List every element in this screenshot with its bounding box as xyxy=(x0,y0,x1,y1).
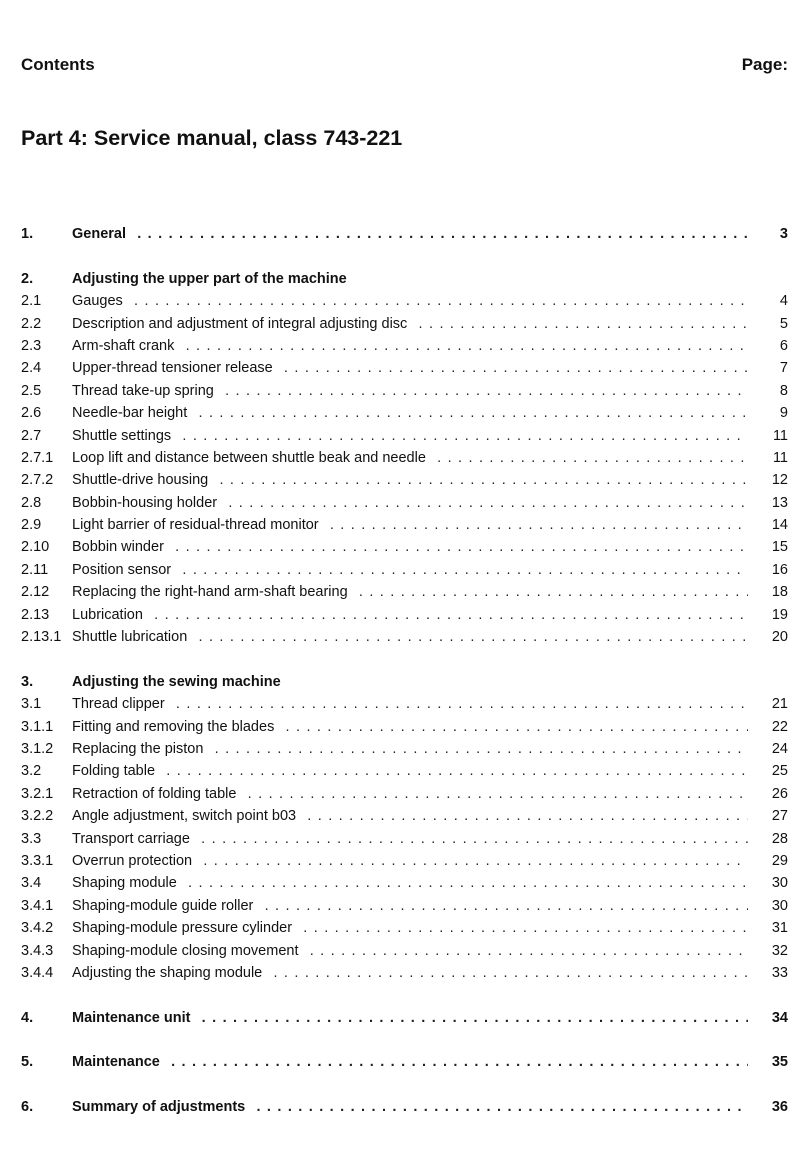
toc-entry[interactable] xyxy=(21,1007,788,1029)
toc-entry-number: 4. xyxy=(21,1009,34,1026)
toc-entry-page: 36 xyxy=(771,1099,788,1116)
toc-entry-title-line xyxy=(72,693,748,715)
toc-entry-page: 29 xyxy=(771,852,788,869)
toc-entry-title-line xyxy=(72,357,748,379)
page-title: Part 4: Service manual, class 743-221 xyxy=(21,126,403,150)
toc-entry-title: Summary of adjustments xyxy=(72,1099,251,1115)
toc-entry-number: 3.4.2 xyxy=(21,920,54,937)
toc-entry-title-line xyxy=(72,380,748,402)
toc-entry-number: 3.2 xyxy=(21,763,42,780)
toc-entry-number: 5. xyxy=(21,1054,34,1071)
toc-entry-title-line xyxy=(72,581,748,603)
toc-entry-title-line xyxy=(72,425,748,447)
toc-entry-page: 13 xyxy=(771,494,788,511)
toc-entry-page: 31 xyxy=(771,920,788,937)
toc-entry-title: Replacing the right-hand arm-shaft bearing xyxy=(72,584,354,600)
toc-entry[interactable] xyxy=(21,447,788,469)
toc-entry-title-line xyxy=(72,671,748,693)
toc-entry-number: 2.10 xyxy=(21,539,50,556)
toc-entry-title-line xyxy=(72,313,748,335)
toc-entry-title-line xyxy=(72,940,748,962)
toc-entry[interactable] xyxy=(21,805,788,827)
toc-entry-title: Light barrier of residual-thread monitor xyxy=(72,517,325,533)
toc-entry-title: Transport carriage xyxy=(72,831,196,847)
toc-entry-page: 7 xyxy=(779,360,788,377)
toc-entry-number: 6. xyxy=(21,1099,34,1116)
toc-entry-page: 30 xyxy=(771,875,788,892)
toc-entry-title-line xyxy=(72,1051,748,1073)
toc-entry-number: 2.3 xyxy=(21,337,42,354)
toc-entry-title: Adjusting the shaping module xyxy=(72,965,268,981)
toc-entry-page: 26 xyxy=(771,785,788,802)
toc-entry-title: Loop lift and distance between shuttle beak and needle xyxy=(72,450,432,466)
toc-entry[interactable] xyxy=(21,940,788,962)
toc-entry-page: 21 xyxy=(771,696,788,713)
toc-entry-title: Description and adjustment of integral adjusting disc xyxy=(72,316,413,332)
toc-entry-page: 30 xyxy=(771,897,788,914)
toc-entry-page: 27 xyxy=(771,808,788,825)
toc-entry-page: 16 xyxy=(771,561,788,578)
toc-entry-title-line xyxy=(72,559,748,581)
toc-entry-number: 2.11 xyxy=(21,561,49,578)
toc-entry-title-line xyxy=(72,760,748,782)
toc-entry[interactable] xyxy=(21,268,788,290)
table-of-contents xyxy=(21,223,788,1119)
toc-entry-title-line xyxy=(72,805,748,827)
toc-entry[interactable] xyxy=(21,917,788,939)
toc-entry[interactable] xyxy=(21,828,788,850)
toc-entry-number: 3.4.1 xyxy=(21,897,54,914)
toc-entry-number: 2.4 xyxy=(21,360,42,377)
toc-entry-title-line xyxy=(72,917,748,939)
toc-entry-title: Thread clipper xyxy=(72,696,171,712)
toc-entry-number: 3.3 xyxy=(21,830,42,847)
toc-entry-title-line xyxy=(72,626,748,648)
toc-entry[interactable] xyxy=(21,738,788,760)
toc-entry-page: 8 xyxy=(779,382,788,399)
toc-entry-page: 19 xyxy=(771,606,788,623)
toc-entry-number: 2.13.1 xyxy=(21,629,62,646)
toc-entry-title: Fitting and removing the blades xyxy=(72,719,280,735)
toc-entry[interactable] xyxy=(21,872,788,894)
toc-entry-title-line xyxy=(72,469,748,491)
toc-entry-page: 11 xyxy=(772,427,788,444)
toc-entry-title: Thread take-up spring xyxy=(72,383,220,399)
toc-entry-title: Overrun protection xyxy=(72,853,198,869)
toc-entry-title: Adjusting the upper part of the machine xyxy=(72,271,353,287)
toc-entry-page: 12 xyxy=(771,472,788,489)
toc-entry-number: 3.1 xyxy=(21,696,42,713)
toc-entry-title: Folding table xyxy=(72,763,161,779)
toc-entry-title-line xyxy=(72,536,748,558)
toc-entry-title-line xyxy=(72,828,748,850)
toc-entry-page: 32 xyxy=(771,942,788,959)
toc-entry[interactable] xyxy=(21,895,788,917)
toc-entry-page: 6 xyxy=(779,337,788,354)
toc-entry-title: Shaping module xyxy=(72,875,183,891)
toc-entry-title: Maintenance xyxy=(72,1054,166,1070)
toc-entry-title: Shuttle-drive housing xyxy=(72,472,214,488)
toc-entry[interactable] xyxy=(21,514,788,536)
toc-entry-title-line xyxy=(72,1096,748,1118)
toc-entry-title: Bobbin-housing holder xyxy=(72,495,223,511)
toc-entry-title: Angle adjustment, switch point b03 xyxy=(72,808,302,824)
toc-entry-page: 25 xyxy=(771,763,788,780)
toc-entry[interactable] xyxy=(21,671,788,693)
toc-entry-title-line xyxy=(72,738,748,760)
toc-entry[interactable] xyxy=(21,783,788,805)
toc-entry-title: Adjusting the sewing machine xyxy=(72,674,287,690)
toc-entry-number: 2.13 xyxy=(21,606,50,623)
toc-entry-number: 2.7 xyxy=(21,427,42,444)
toc-entry-title: Replacing the piston xyxy=(72,741,209,757)
toc-entry-page: 3 xyxy=(779,226,788,242)
toc-entry-title-line xyxy=(72,268,748,290)
toc-entry-title-line xyxy=(72,783,748,805)
toc-entry[interactable] xyxy=(21,626,788,648)
toc-entry-page: 15 xyxy=(771,539,788,556)
toc-entry-number: 2.5 xyxy=(21,382,42,399)
toc-entry[interactable] xyxy=(21,402,788,424)
toc-entry-number: 3.4 xyxy=(21,875,42,892)
toc-entry[interactable] xyxy=(21,581,788,603)
toc-entry-number: 3.3.1 xyxy=(21,852,54,869)
toc-entry[interactable] xyxy=(21,760,788,782)
toc-entry[interactable] xyxy=(21,716,788,738)
toc-entry-title: Arm-shaft crank xyxy=(72,338,180,354)
toc-entry-title: Shuttle lubrication xyxy=(72,629,193,645)
toc-entry-title: Gauges xyxy=(72,293,129,309)
toc-entry-page: 24 xyxy=(771,740,788,757)
toc-entry[interactable] xyxy=(21,850,788,872)
toc-entry-page: 34 xyxy=(771,1009,788,1026)
toc-entry-title-line xyxy=(72,492,748,514)
toc-entry[interactable] xyxy=(21,357,788,379)
toc-entry-number: 3.2.1 xyxy=(21,785,54,802)
toc-entry-page: 14 xyxy=(771,517,788,534)
toc-entry-number: 1. xyxy=(21,226,34,242)
toc-entry[interactable] xyxy=(21,335,788,357)
toc-entry[interactable] xyxy=(21,604,788,626)
toc-entry[interactable] xyxy=(21,693,788,715)
toc-entry-title: Retraction of folding table xyxy=(72,786,242,802)
toc-entry-title: Needle-bar height xyxy=(72,405,193,421)
toc-entry-title-line xyxy=(72,1007,748,1029)
toc-entry-title-line xyxy=(72,447,748,469)
toc-entry-title-line xyxy=(72,716,748,738)
toc-entry-title-line xyxy=(72,895,748,917)
toc-entry-page: 22 xyxy=(771,718,788,735)
toc-entry-title-line xyxy=(72,290,748,312)
toc-entry-number: 2.12 xyxy=(21,584,50,601)
toc-entry-page: 5 xyxy=(779,315,788,332)
toc-entry-number: 2.8 xyxy=(21,494,42,511)
toc-entry-title: General xyxy=(72,226,132,242)
toc-entry-title: Maintenance unit xyxy=(72,1010,196,1026)
toc-entry-number: 3.4.4 xyxy=(21,964,54,981)
toc-entry[interactable] xyxy=(21,290,788,312)
toc-entry-page: 28 xyxy=(771,830,788,847)
toc-entry-number: 2.2 xyxy=(21,315,42,332)
toc-entry-number: 2. xyxy=(21,270,34,287)
toc-entry-number: 2.1 xyxy=(21,293,42,310)
toc-entry-number: 3.1.2 xyxy=(21,740,54,757)
toc-entry[interactable] xyxy=(21,1051,788,1073)
toc-entry-title: Position sensor xyxy=(72,562,177,578)
toc-entry-page: 33 xyxy=(771,964,788,981)
toc-entry-title: Shuttle settings xyxy=(72,428,177,444)
toc-entry-title-line xyxy=(72,962,748,984)
toc-entry-title-line xyxy=(72,872,748,894)
toc-entry-title-line xyxy=(72,402,748,424)
page-column-heading: Page: xyxy=(741,55,788,74)
toc-entry-title: Shaping-module guide roller xyxy=(72,898,259,914)
toc-entry-page: 18 xyxy=(771,584,788,601)
toc-entry-title-line xyxy=(72,604,748,626)
toc-entry-title: Bobbin winder xyxy=(72,539,170,555)
toc-entry[interactable] xyxy=(21,469,788,491)
toc-entry[interactable] xyxy=(21,492,788,514)
toc-entry[interactable] xyxy=(21,223,788,245)
toc-entry-page: 35 xyxy=(771,1054,788,1071)
toc-entry-page: 20 xyxy=(771,629,788,646)
toc-entry-title-line xyxy=(72,850,748,872)
toc-entry-page: 9 xyxy=(779,405,788,422)
toc-entry-title: Lubrication xyxy=(72,607,149,623)
toc-entry[interactable] xyxy=(21,425,788,447)
toc-entry[interactable] xyxy=(21,380,788,402)
toc-entry-page: 11 xyxy=(772,449,788,466)
toc-entry-title-line xyxy=(72,335,748,357)
toc-entry-number: 2.9 xyxy=(21,517,42,534)
toc-entry-title: Shaping-module pressure cylinder xyxy=(72,920,298,936)
toc-entry-number: 3. xyxy=(21,673,34,690)
toc-entry-number: 2.6 xyxy=(21,405,42,422)
toc-entry[interactable] xyxy=(21,559,788,581)
toc-entry[interactable] xyxy=(21,313,788,335)
toc-entry[interactable] xyxy=(21,962,788,984)
toc-entry-page: 4 xyxy=(779,293,788,310)
toc-entry-title: Shaping-module closing movement xyxy=(72,943,305,959)
toc-entry-number: 3.2.2 xyxy=(21,808,54,825)
toc-entry[interactable] xyxy=(21,536,788,558)
toc-entry-number: 3.4.3 xyxy=(21,942,54,959)
toc-entry-number: 2.7.2 xyxy=(21,472,54,489)
toc-entry-title-line xyxy=(72,514,748,536)
toc-entry-number: 2.7.1 xyxy=(21,449,54,466)
toc-entry-title: Upper-thread tensioner release xyxy=(72,360,279,376)
contents-heading: Contents xyxy=(21,55,95,74)
toc-entry-title-line xyxy=(72,223,748,245)
toc-entry[interactable] xyxy=(21,1096,788,1118)
toc-entry-number: 3.1.1 xyxy=(21,718,54,735)
